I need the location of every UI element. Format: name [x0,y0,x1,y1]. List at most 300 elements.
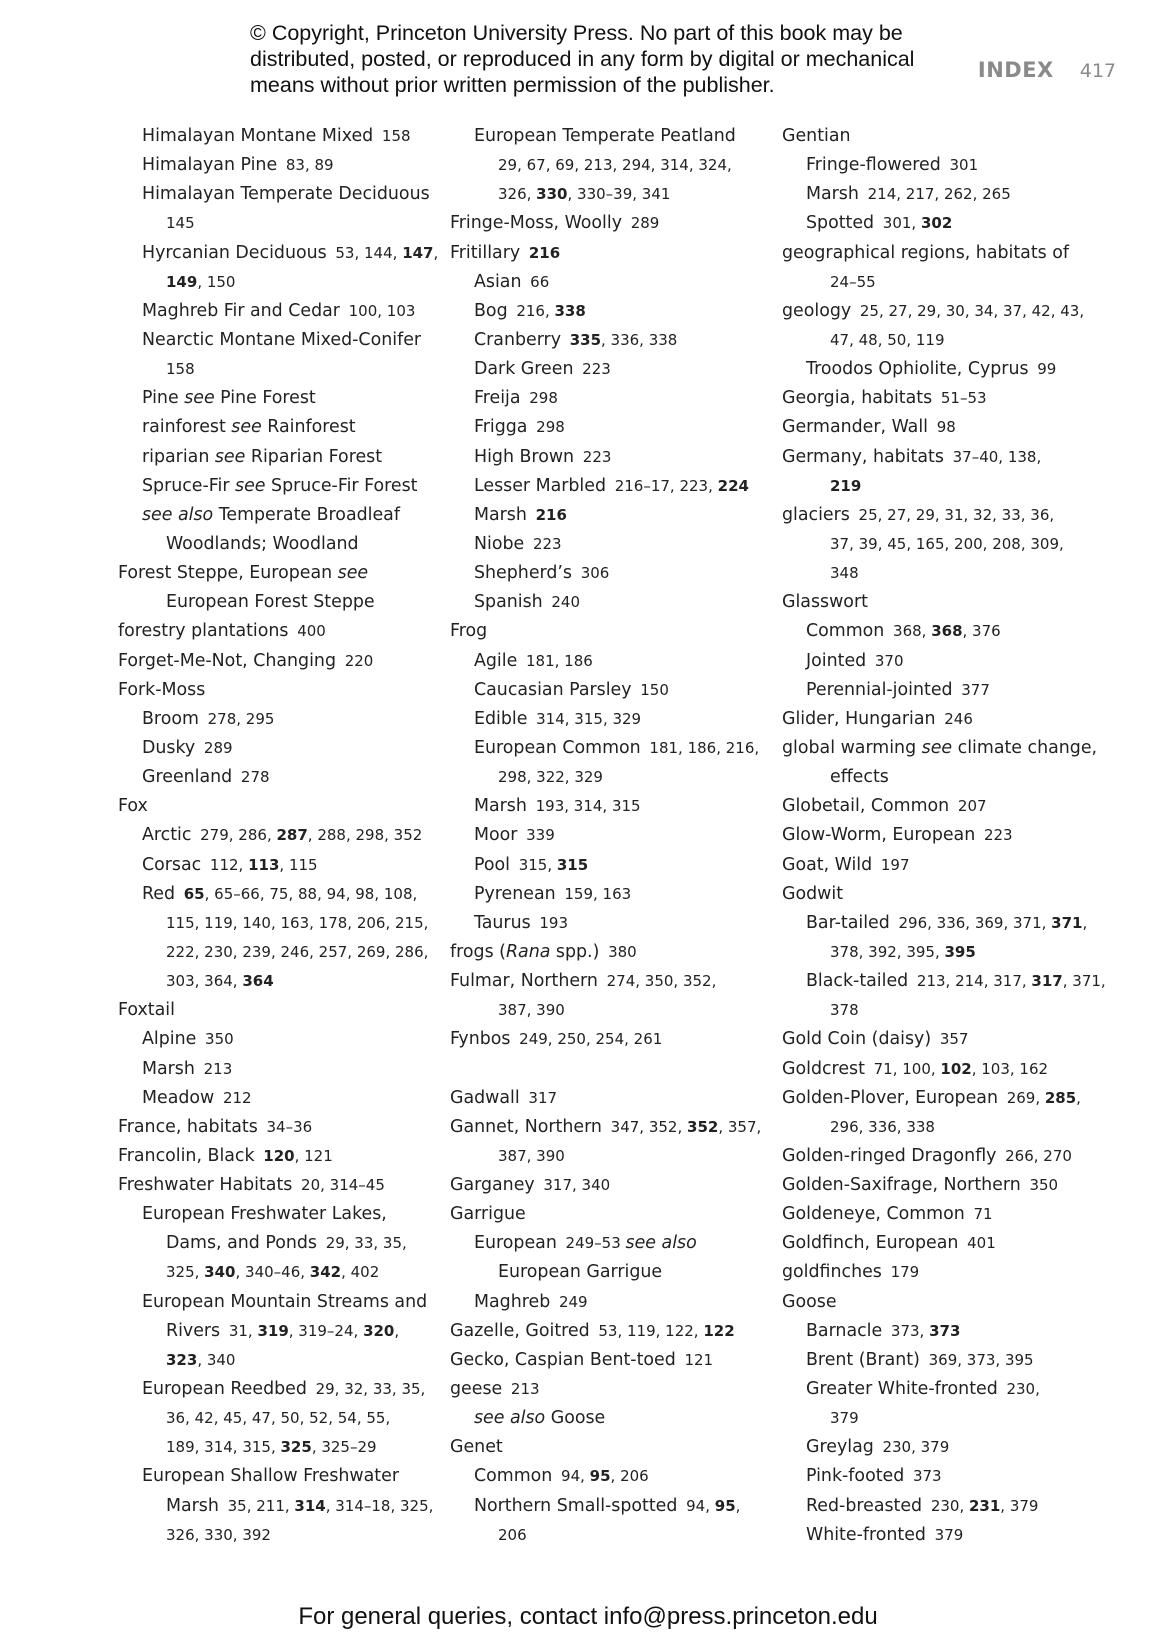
page-refs: , 325–29 [311,1438,377,1457]
index-term: Rivers [166,1320,221,1341]
page-refs: , 150 [197,272,236,291]
index-term: Golden-ringed Dragonfly [782,1145,997,1166]
index-line [782,821,1106,850]
index-line [118,909,438,938]
index-term: Germany, habitats [782,446,944,467]
index-line [118,1025,438,1054]
page-refs: 53, 144, [335,243,403,262]
index-line [450,413,761,442]
index-term: Marsh [166,1495,219,1516]
index-line [450,1346,761,1375]
index-line [782,151,1106,180]
index-line [118,821,438,850]
page-refs: 83, 89 [285,156,334,175]
page-refs: 278, 295 [207,709,275,728]
page-refs: 94, [686,1496,715,1515]
index-line [118,763,438,792]
page-refs: , 402 [341,1263,380,1282]
page-refs: 112, [209,855,249,874]
index-term: Francolin, Black [118,1145,255,1166]
italic-ref: see also [142,504,214,525]
page-refs: , 288, 298, 352 [307,826,423,845]
index-term: European Shallow Freshwater [142,1466,399,1487]
page-ref-bold: 216 [535,505,567,524]
index-term: Gadwall [450,1087,520,1108]
index-line [782,239,1106,268]
footer-contact: For general queries, contact info@press.princeton.edu [298,1603,878,1630]
index-line [118,209,438,238]
page-ref-bold: 120 [263,1146,295,1165]
copyright-notice: © Copyright, Princeton University Press. No part of this book may be distributed, posted, or reproduced in any form by digital or mechanical means without prior written permission of the publisher. [250,21,915,97]
index-line [782,1521,1106,1550]
index-line [782,1142,1106,1171]
index-term: glaciers [782,504,850,525]
page-refs: 378 [830,1001,859,1020]
page-refs: 315, [518,855,557,874]
index-line [782,1346,1106,1375]
index-line [782,763,1106,792]
index-line [118,1288,438,1317]
page-ref-bold: 219 [830,476,862,495]
page-refs: 278 [240,768,270,787]
index-term: Agile [474,650,518,671]
page-refs: 37, 39, 45, 165, 200, 208, 309, [830,534,1064,553]
index-line [782,384,1106,413]
page-ref-bold: 330 [536,185,568,204]
index-line [782,851,1106,880]
index-line [118,1113,438,1142]
index-term: global warming [782,737,922,758]
index-line [118,151,438,180]
italic-ref: see [184,388,215,409]
italic-ref: Rana [505,941,551,962]
index-term: Marsh [142,1058,195,1079]
page-refs: 115, 119, 140, 163, 178, 206, 215, [166,913,429,932]
page-ref-bold: 323 [166,1350,198,1369]
page-ref-bold: 224 [717,476,749,495]
index-term: Goldeneye, Common [782,1204,965,1225]
page-refs: 230, 379 [882,1438,950,1457]
page-refs: 223 [532,534,562,553]
page-refs: 193, 314, 315 [535,797,641,816]
page-ref-bold: 147 [402,243,434,262]
index-line [118,1258,438,1287]
page-ref-bold: 216 [528,243,561,262]
page-ref-bold: 65 [183,884,205,903]
index-line [450,297,761,326]
index-line [782,617,1106,646]
page-refs: 368, [893,622,932,641]
page-refs: 29, 33, 35, [325,1234,407,1253]
page-ref-bold: 373 [929,1321,961,1340]
page-refs: , 376 [962,622,1001,641]
index-term: Troodos Ophiolite, Cyprus [806,359,1029,380]
page-refs: 298 [529,389,558,408]
index-line [118,413,438,442]
index-term: Glasswort [782,592,868,613]
page-refs: 25, 27, 29, 30, 34, 37, 42, 43, [859,301,1085,320]
index-term: spp.) [550,941,600,962]
index-line [118,122,438,151]
index-line [782,297,1106,326]
index-line [450,472,761,501]
index-term: Maghreb [474,1291,551,1312]
page-refs: 296, 336, 369, 371, [898,913,1052,932]
page-refs: 51–53 [940,389,987,408]
page-refs: , 371, [1062,972,1106,991]
page-refs: 223 [582,447,612,466]
index-term: Himalayan Pine [142,155,278,176]
index-term: Pink-footed [806,1466,905,1487]
index-term: Forest Steppe, European [118,563,338,584]
index-term: Common [474,1466,553,1487]
index-term: Gecko, Caspian Bent-toed [450,1349,676,1370]
index-term: Black-tailed [806,971,909,992]
page-refs: 314, 315, 329 [536,709,642,728]
index-line [118,268,438,297]
page-refs: , 340 [197,1350,236,1369]
index-term: European Forest Steppe [166,592,375,613]
index-term: Marsh [474,796,527,817]
page-refs: 326, [498,185,537,204]
index-line [782,268,1106,297]
index-line [450,647,761,676]
italic-ref: see [214,446,246,467]
page-ref-bold: 122 [703,1321,735,1340]
page-refs: , [394,1321,400,1340]
italic-ref: see [235,475,266,496]
page-ref-bold: 102 [940,1059,972,1078]
index-term: goldfinches [782,1262,882,1283]
page-refs: 317 [528,1088,558,1107]
page-refs: 213 [510,1380,540,1399]
index-term: Dams, and Ponds [166,1233,317,1254]
page-refs: 158 [166,360,195,379]
index-term: Genet [450,1437,503,1458]
index-term: European Temperate Peatland [474,126,736,146]
page-ref-bold: 95 [589,1467,611,1486]
page-refs: 289 [203,738,233,757]
index-line [450,559,761,588]
index-line [450,1462,761,1491]
index-line [118,880,438,909]
page-ref-bold: 319 [257,1321,289,1340]
index-line [782,530,1106,559]
page-refs: , 121 [294,1146,333,1165]
index-line [450,909,761,938]
index-line [118,851,438,880]
index-line [118,1492,438,1521]
index-term: Broom [142,708,199,729]
index-line [782,355,1106,384]
index-term: Taurus [474,912,531,933]
page-ref-bold: 302 [920,214,953,233]
page-refs: 379 [934,1525,964,1544]
index-line [782,180,1106,209]
page-ref-bold: 371 [1051,913,1083,932]
index-term: France, habitats [118,1116,258,1137]
index-line [782,1317,1106,1346]
page-refs: 98 [936,418,956,437]
index-line [782,996,1106,1025]
page-refs: 301 [949,156,979,175]
index-term: Marsh [806,184,859,205]
page-refs: 220 [344,651,374,670]
index-line [782,1025,1106,1054]
index-term: Spruce-Fir Forest [265,475,418,496]
index-line [450,676,761,705]
index-line [782,209,1106,238]
index-line [782,909,1106,938]
index-line [450,588,761,617]
page-ref-bold: 395 [944,942,976,961]
page-refs: 387, 390 [498,1146,565,1165]
index-term: Moor [474,825,518,846]
index-line [782,1288,1106,1317]
page-refs: 269, [1006,1088,1045,1107]
index-line [118,792,438,821]
page-refs: 246 [944,709,973,728]
index-term: Riparian Forest [245,446,383,467]
index-line [782,967,1106,996]
page-ref-bold: 368 [931,622,963,641]
index-line [450,1375,761,1404]
index-term: Pine [142,388,185,409]
index-term: Spanish [474,592,543,613]
page-ref-bold: 340 [204,1263,236,1282]
index-term: rainforest [142,417,232,438]
page-refs: 373, [890,1321,930,1340]
index-line [118,617,438,646]
page-refs: 158 [381,127,411,145]
index-line [450,530,761,559]
page-refs: 279, 286, [200,826,277,845]
index-term: Fringe-flowered [806,155,941,176]
index-term: Arctic [142,825,192,846]
index-term: European Freshwater Lakes, [142,1204,387,1225]
index-line [450,1055,761,1084]
page-refs: 401 [967,1234,996,1253]
index-line [782,588,1106,617]
index-term: Golden-Saxifrage, Northern [782,1175,1021,1196]
index-term: Red-breasted [806,1495,923,1516]
index-term: Corsac [142,854,202,875]
index-line [782,792,1106,821]
index-term: Maghreb Fir and Cedar [142,300,340,321]
index-line [118,472,438,501]
index-term: Frigga [474,417,528,438]
index-line [450,1142,761,1171]
page-refs: 249–53 [565,1234,626,1253]
index-term: Fringe-Moss, Woolly [450,213,622,234]
page-refs: 31, [228,1321,258,1340]
index-term: Northern Small-spotted [474,1495,678,1516]
index-term: Garrigue [450,1204,526,1225]
index-line [450,384,761,413]
page-refs: 71 [973,1205,993,1224]
page-refs: , 330–39, 341 [567,185,671,204]
index-term: Gannet, Northern [450,1116,602,1137]
index-term: Perennial-jointed [806,679,953,700]
page-refs: 212 [222,1088,252,1107]
index-term: Goose [782,1291,837,1312]
index-line [118,501,438,530]
page-refs: 193 [539,913,568,932]
index-line [782,1258,1106,1287]
page-refs: 99 [1037,360,1057,379]
index-line [450,122,761,151]
page-ref-bold: 149 [166,272,198,291]
page-refs: 24–55 [830,272,876,291]
page-refs: , [735,1496,741,1515]
index-line [118,1055,438,1084]
page-refs: 347, 352, [610,1117,688,1136]
index-line [118,647,438,676]
index-line [450,268,761,297]
page-number: 417 [1079,60,1116,82]
page-refs: 377 [961,680,990,699]
index-line [118,1171,438,1200]
page-refs: 400 [297,622,326,641]
page-refs: 222, 230, 239, 246, 257, 269, 286, [166,942,429,961]
page-refs: 213 [203,1059,233,1078]
page-refs: 216–17, 223, [614,476,718,495]
page-refs: 357 [939,1030,969,1049]
index-line [450,1433,761,1462]
index-term: Nearctic Montane Mixed-Conifer [142,329,422,350]
index-column-2 [450,122,761,1550]
page-refs: 249, 250, 254, 261 [519,1030,663,1049]
index-term: Germander, Wall [782,417,928,438]
index-line [782,472,1106,501]
index-line [450,443,761,472]
index-term: Goldfinch, European [782,1233,959,1254]
page-refs: 29, 32, 33, 35, [315,1380,426,1399]
italic-ref: see also [625,1233,697,1254]
page-refs: 223 [582,360,611,379]
index-line [782,559,1106,588]
index-term: European [474,1233,557,1254]
page-refs: , 314–18, 325, [325,1496,434,1515]
page-refs: 223 [983,826,1013,845]
index-term: geology [782,300,852,321]
index-line [118,1433,438,1462]
index-line [450,851,761,880]
page-ref-bold: 231 [968,1496,1001,1515]
index-term: Caucasian Parsley [474,679,632,700]
index-term: climate change, [952,737,1098,758]
page-refs: 301, [882,214,921,233]
index-line [450,1113,761,1142]
index-term: Temperate Broadleaf [213,504,400,525]
page-refs: 373 [912,1467,942,1486]
index-term: Lesser Marbled [474,475,607,496]
index-line [450,792,761,821]
index-term: Glow-Worm, European [782,825,976,846]
page-ref-bold: 335 [569,330,602,349]
page-refs: 240 [551,593,581,612]
index-term: Fox [118,796,148,817]
index-term: European Common [474,737,641,758]
page-refs: 317, 340 [543,1176,611,1195]
index-line [118,1200,438,1229]
index-term: frogs ( [450,941,506,962]
index-term: Golden-Plover, European [782,1087,998,1108]
index-line [782,326,1106,355]
page-refs: , 340–46, [235,1263,310,1282]
index-term: Foxtail [118,1000,175,1021]
index-line [450,880,761,909]
page-refs: 181, 186, 216, [649,738,760,757]
page-refs: 289 [630,214,660,233]
index-line [450,1229,761,1258]
index-line [118,676,438,705]
index-line [118,1375,438,1404]
index-line [450,1492,761,1521]
page-ref-bold: 287 [276,826,308,845]
index-line [782,1375,1106,1404]
index-column-1 [118,122,438,1550]
page-ref-bold: 364 [242,972,274,991]
index-term: Asian [474,271,522,292]
page-ref-bold: 325 [280,1438,312,1457]
page-refs: 303, 364, [166,972,243,991]
page-refs: 230, [1006,1380,1040,1399]
page-refs: , 103, 162 [971,1059,1049,1078]
index-term: Woodlands; Woodland [166,533,359,554]
page-refs: 306 [580,564,610,583]
index-term: Georgia, habitats [782,388,933,409]
page-refs: 249 [558,1292,588,1311]
index-term: Himalayan Montane Mixed [142,126,374,146]
index-term: Pool [474,854,510,875]
page-refs: 181, 186 [526,651,593,670]
page-refs: 197 [880,855,910,874]
page-refs: , [1082,913,1088,932]
index-line [118,384,438,413]
index-line [118,530,438,559]
index-line [450,1404,761,1433]
page-refs: 20, 314–45 [301,1176,385,1195]
index-line [118,355,438,384]
index-line [782,1055,1106,1084]
index-line [450,180,761,209]
index-line [450,821,761,850]
page-refs: 379 [830,1409,859,1428]
italic-ref: see also [474,1408,546,1429]
page-refs: 266, 270 [1005,1146,1072,1165]
index-line [782,122,1106,151]
page-refs: 326, 330, 392 [166,1525,271,1544]
page-ref-bold: 113 [248,855,280,874]
index-line [782,1492,1106,1521]
index-line [118,705,438,734]
index-term: Forget-Me-Not, Changing [118,650,336,671]
index-line [450,355,761,384]
page-refs: 150 [640,680,669,699]
index-term: High Brown [474,446,575,467]
index-term: Glider, Hungarian [782,708,936,729]
index-term: Globetail, Common [782,796,950,817]
index-term: Goat, Wild [782,854,873,875]
page-refs: 36, 42, 45, 47, 50, 52, 54, 55, [166,1409,391,1428]
italic-ref: see [337,563,369,584]
page-refs: 34–36 [266,1117,313,1136]
index-line [450,1258,761,1287]
index-term: Fulmar, Northern [450,971,598,992]
index-term: Garganey [450,1175,535,1196]
index-term: Spruce-Fir [142,475,236,496]
